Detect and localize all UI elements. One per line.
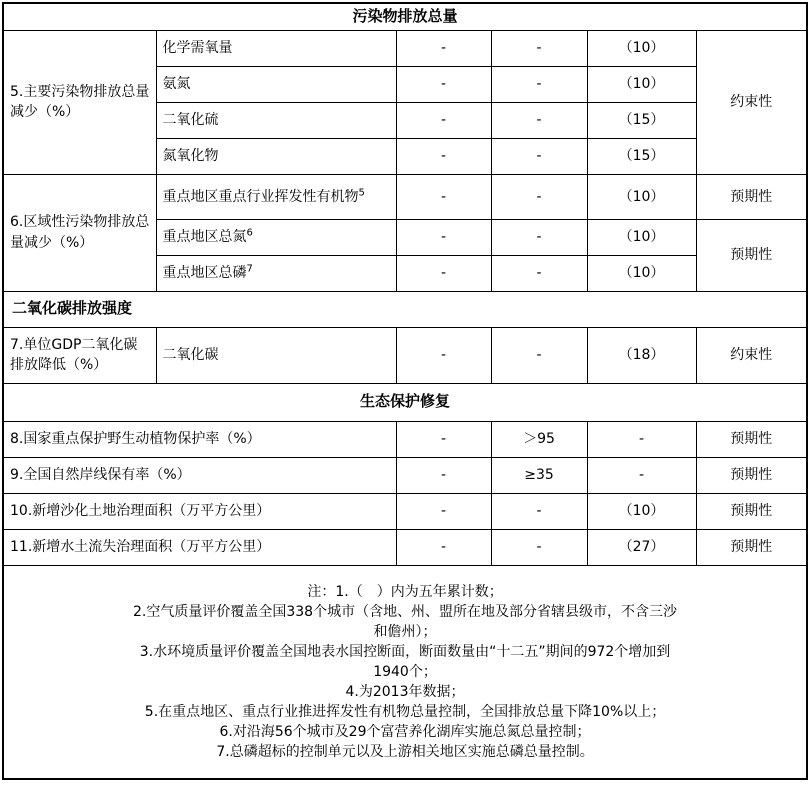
section-header-co2-intensity: 二氧化碳排放强度: [3, 291, 807, 327]
row6-tn-tp-attribute: 预期性: [696, 219, 807, 291]
row11-value-1: -: [396, 529, 491, 565]
note-line-3: 3.水环境质量评价覆盖全国地表水国控断面，断面数量由“十二五”期间的972个增加到: [139, 644, 671, 660]
note-line-4: 4.为2013年数据；: [345, 684, 465, 700]
row6-item-tp-value-1: -: [396, 255, 491, 291]
row11-value-3: （27）: [587, 529, 696, 565]
row5-item-nox: 氮氧化物: [156, 138, 396, 174]
row5-item-nox-value-2: -: [491, 138, 587, 174]
row5-item-nox-value-3: （15）: [587, 138, 696, 174]
row6-item-voc-value-1: -: [396, 174, 491, 219]
row8-attribute: 预期性: [696, 421, 807, 457]
indicator-table: [2, 2, 808, 780]
note-line-2: 2.空气质量评价覆盖全国338个城市（含地、州、盟所在地及部分省辖县级市，不含三沙: [132, 604, 678, 620]
row7-item-co2: 二氧化碳: [156, 327, 396, 383]
row6-item-voc: [156, 174, 396, 219]
row5-item-nox-value-1: -: [396, 138, 491, 174]
note-line-3-cont: 1940个；: [373, 664, 437, 680]
row6-item-tn-label: 重点地区总氮: [162, 229, 247, 246]
row6-item-tp-footnote-ref: 7: [246, 263, 253, 275]
note-line-1: 注：1.（ ）内为五年累计数；: [307, 584, 503, 600]
row6-category: 6.区域性污染物排放总量减少（%）: [3, 174, 156, 291]
row9-value-3: -: [587, 457, 696, 493]
row7-attribute: 约束性: [696, 327, 807, 383]
row5-item-so2-value-1: -: [396, 102, 491, 138]
note-line-2-cont: 和儋州）；: [373, 624, 437, 640]
row5-item-cod: 化学需氧量: [156, 30, 396, 66]
row6-item-tp: [156, 255, 396, 291]
row6-item-voc-label: 重点地区重点行业挥发性有机物: [162, 188, 359, 205]
row6-item-voc-footnote-ref: 5: [358, 186, 365, 198]
row7-value-2: -: [491, 327, 587, 383]
row10-label: 10.新增沙化土地治理面积（万平方公里）: [3, 493, 396, 529]
row6-item-tn: [156, 219, 396, 255]
row10-attribute: 预期性: [696, 493, 807, 529]
row7-category: 7.单位GDP二氧化碳排放降低（%）: [3, 327, 156, 383]
row6-item-voc-value-2: -: [491, 174, 587, 219]
row8-label: 8.国家重点保护野生动植物保护率（%）: [3, 421, 396, 457]
section-header-pollutant-total: 污染物排放总量: [3, 3, 807, 30]
row7-value-3: （18）: [587, 327, 696, 383]
row6-item-tn-footnote-ref: 6: [246, 227, 253, 239]
row11-attribute: 预期性: [696, 529, 807, 565]
row10-value-2: -: [491, 493, 587, 529]
row5-category: 5.主要污染物排放总量减少（%）: [3, 30, 156, 174]
row5-item-nh3n-value-3: （10）: [587, 66, 696, 102]
row5-item-nh3n-value-1: -: [396, 66, 491, 102]
row10-value-1: -: [396, 493, 491, 529]
row5-item-cod-value-2: -: [491, 30, 587, 66]
row5-item-cod-value-1: -: [396, 30, 491, 66]
row6-item-tn-value-1: -: [396, 219, 491, 255]
row6-item-tn-value-2: -: [491, 219, 587, 255]
notes-cell: [3, 565, 807, 779]
row5-item-cod-value-3: （10）: [587, 30, 696, 66]
row6-item-tp-label: 重点地区总磷: [162, 265, 247, 282]
row6-item-tn-value-3: （10）: [587, 219, 696, 255]
row6-voc-attribute: 预期性: [696, 174, 807, 219]
row8-value-3: -: [587, 421, 696, 457]
note-line-5: 5.在重点地区、重点行业推进挥发性有机物总量控制，全国排放总量下降10%以上；: [144, 704, 666, 720]
row7-value-1: -: [396, 327, 491, 383]
row8-value-1: -: [396, 421, 491, 457]
row9-label: 9.全国自然岸线保有率（%）: [3, 457, 396, 493]
note-line-6: 6.对沿海56个城市及29个富营养化湖库实施总氮总量控制；: [219, 724, 591, 740]
row6-item-tp-value-2: -: [491, 255, 587, 291]
row5-item-nh3n-value-2: -: [491, 66, 587, 102]
row8-value-2: ＞95: [491, 421, 587, 457]
row11-label: 11.新增水土流失治理面积（万平方公里）: [3, 529, 396, 565]
section-header-eco-protection: 生态保护修复: [3, 383, 807, 421]
row5-attribute: 约束性: [696, 30, 807, 174]
row5-item-nh3n: 氨氮: [156, 66, 396, 102]
row5-item-so2: 二氧化硫: [156, 102, 396, 138]
row9-value-1: -: [396, 457, 491, 493]
row5-item-so2-value-2: -: [491, 102, 587, 138]
note-line-7: 7.总磷超标的控制单元以及上游相关地区实施总磷总量控制。: [216, 744, 594, 760]
row6-item-tp-value-3: （10）: [587, 255, 696, 291]
row10-value-3: （10）: [587, 493, 696, 529]
row9-value-2: ≥35: [491, 457, 587, 493]
row9-attribute: 预期性: [696, 457, 807, 493]
row11-value-2: -: [491, 529, 587, 565]
row5-item-so2-value-3: （15）: [587, 102, 696, 138]
row6-item-voc-value-3: （10）: [587, 174, 696, 219]
